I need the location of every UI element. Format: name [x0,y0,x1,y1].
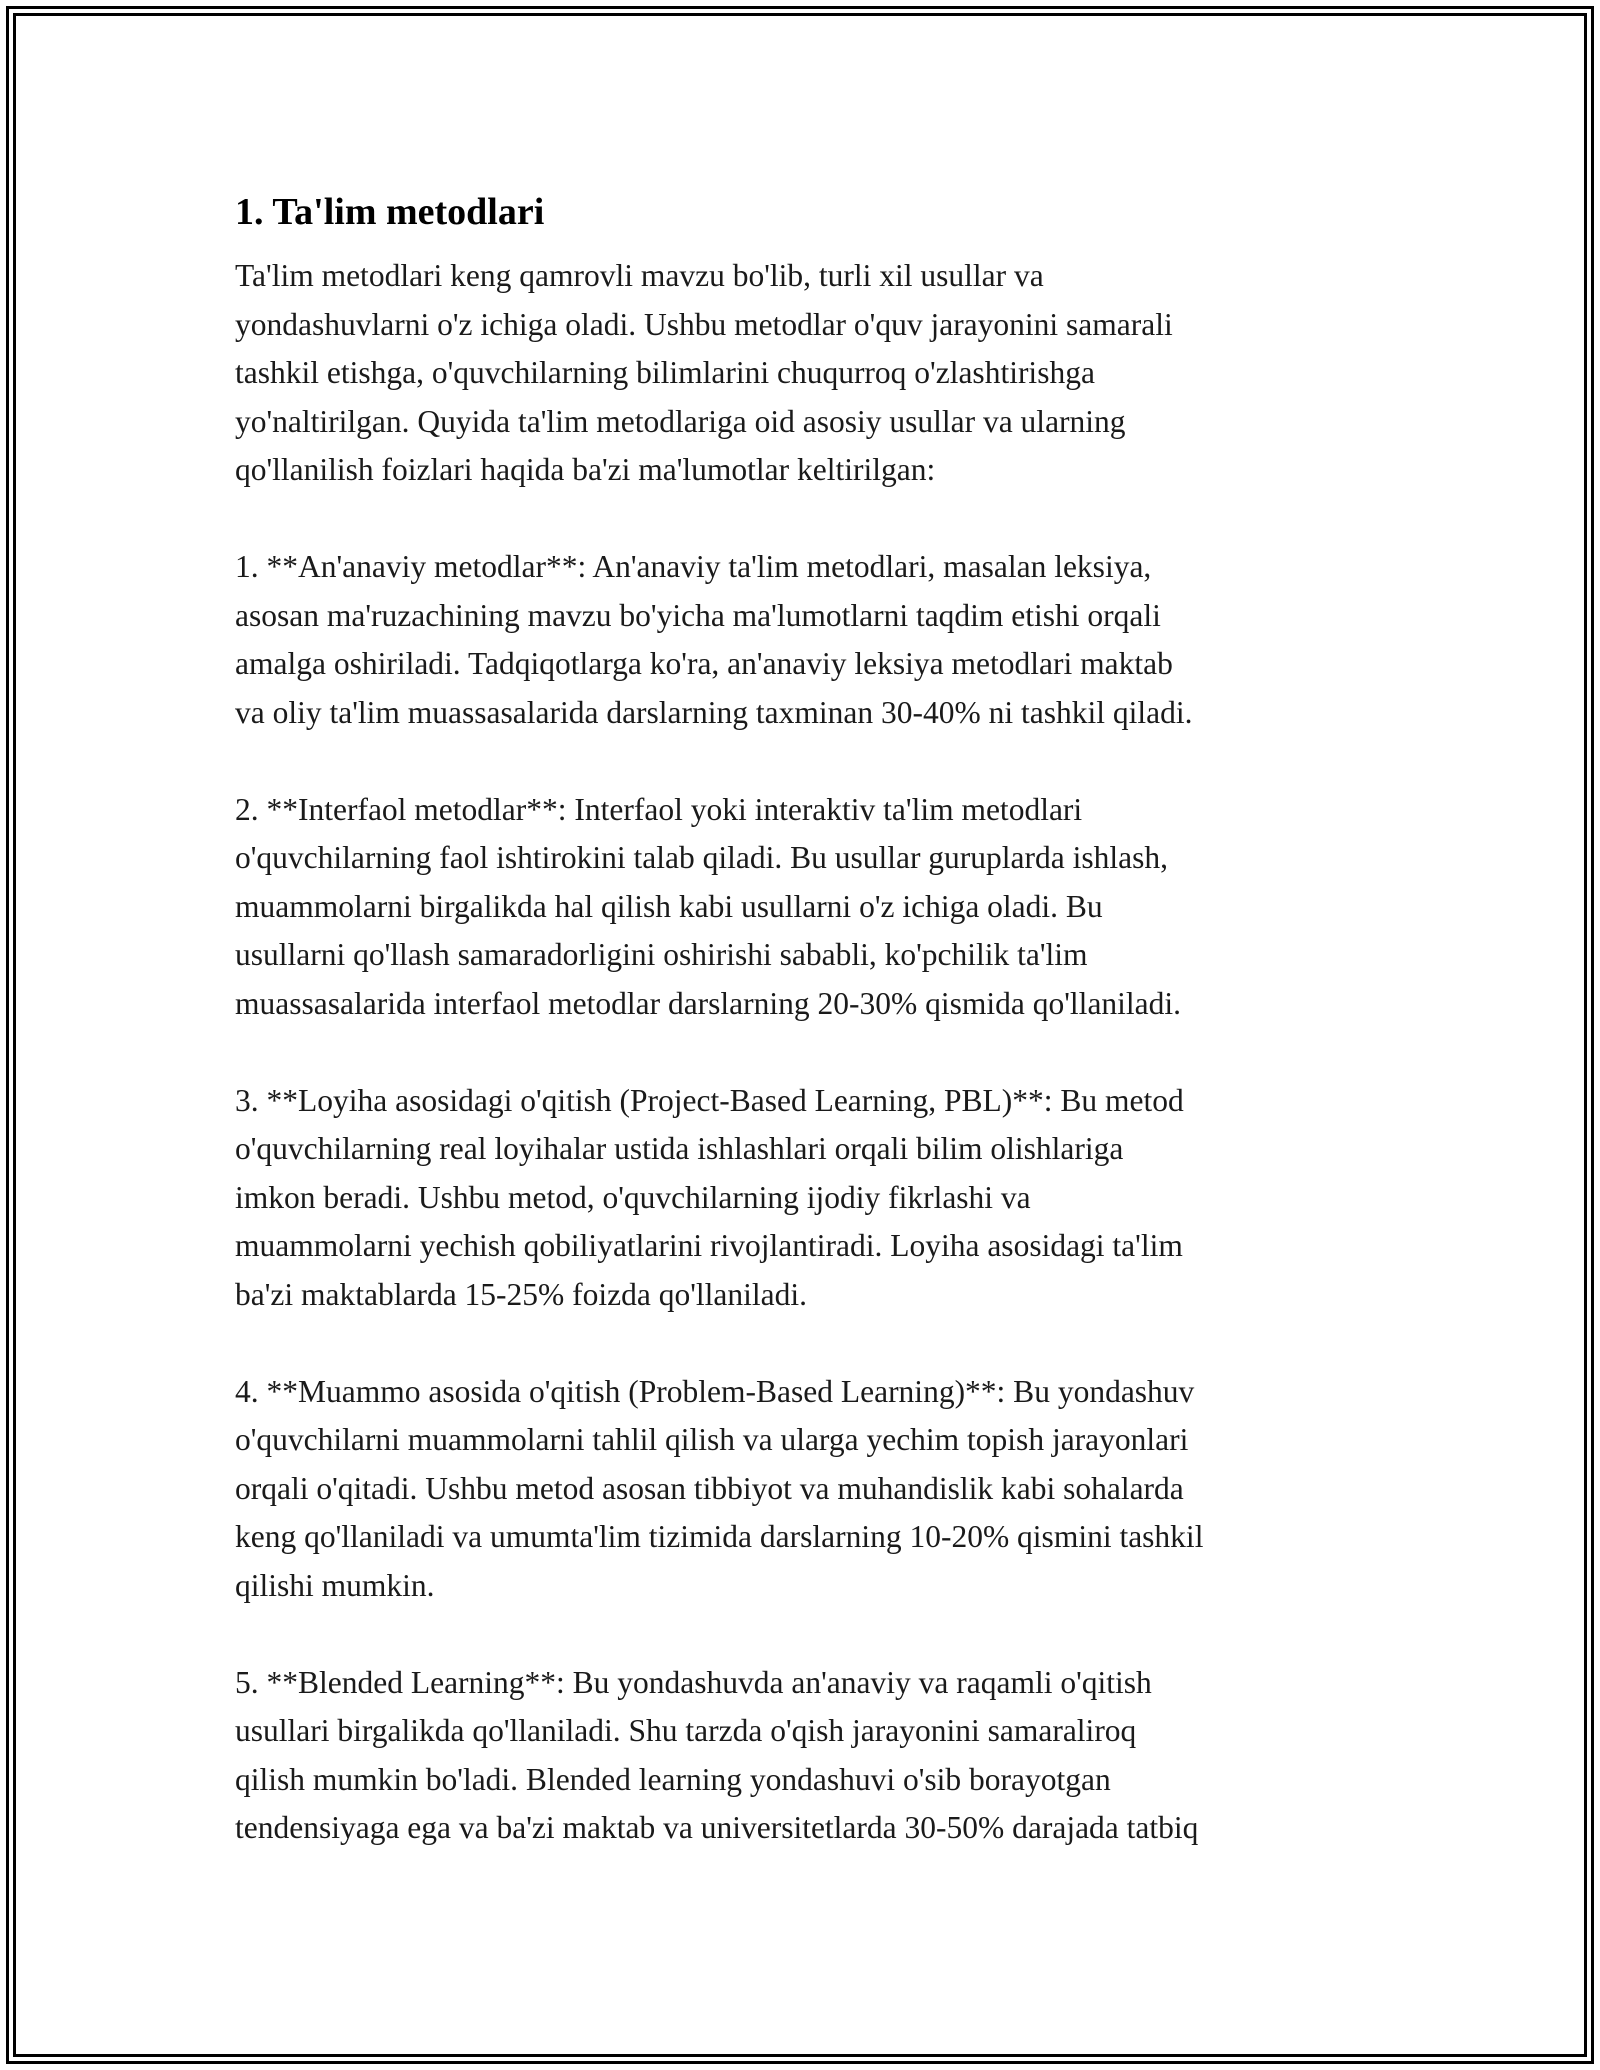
text-line: o'quvchilarning real loyihalar ustida ishlashlari orqali bilim olishlariga [235,1131,1124,1166]
text-line: yo'naltirilgan. Quyida ta'lim metodlariga oid asosiy usullar va ularning [235,403,1126,439]
text-line: muammolarni yechish qobiliyatlarini rivojlantiradi. Loyiha asosidagi ta'lim [235,1228,1183,1263]
document-body [235,186,1375,1901]
text-line: 5. **Blended Learning**: Bu yondashuvda an'anaviy va raqamli o'qitish [235,1664,1152,1700]
text-line: qilishi mumkin. [235,1567,435,1603]
text-line: usullarni qo'llash samaradorligini oshirishi sababli, ko'pchilik ta'lim [235,937,1088,972]
text-line: muassasalarida interfaol metodlar darslarning 20-30% qismida qo'llaniladi. [235,985,1182,1021]
text-line: amalga oshiriladi. Tadqiqotlarga ko'ra, an'anaviy leksiya metodlari maktab [235,646,1173,681]
method-paragraph-blended [235,1659,1375,1853]
method-paragraph-problem-based [235,1368,1375,1611]
text-line: Ta'lim metodlari keng qamrovli mavzu bo'lib, turli xil usullar va [235,258,1044,293]
text-line: 1. **An'anaviy metodlar**: An'anaviy ta'lim metodlari, masalan leksiya, [235,549,1152,584]
method-paragraph-interactive [235,786,1375,1029]
text-line: 3. **Loyiha asosidagi o'qitish (Project-Based Learning, PBL)**: Bu metod [235,1082,1184,1118]
text-line: qilish mumkin bo'ladi. Blended learning yondashuvi o'sib borayotgan [235,1761,1111,1797]
intro-paragraph [235,252,1375,495]
text-line: keng qo'llaniladi va umumta'lim tizimida darslarning 10-20% qismini tashkil [235,1519,1204,1554]
text-line: qo'llanilish foizlari haqida ba'zi ma'lumotlar keltirilgan: [235,452,936,487]
text-line: usullari birgalikda qo'llaniladi. Shu tarzda o'qish jarayonini samaraliroq [235,1713,1137,1748]
text-line: tashkil etishga, o'quvchilarning bilimlarini chuqurroq o'zlashtirishga [235,355,1095,390]
text-line: asosan ma'ruzachining mavzu bo'yicha ma'lumotlarni taqdim etishi orqali [235,597,1161,633]
text-line: muammolarni birgalikda hal qilish kabi usullarni o'z ichiga oladi. Bu [235,888,1103,924]
text-line: va oliy ta'lim muassasalarida darslarning taxminan 30-40% ni tashkil qiladi. [235,694,1193,730]
text-line: ba'zi maktablarda 15-25% foizda qo'llaniladi. [235,1276,808,1312]
section-heading: 1. Ta'lim metodlari [235,191,545,233]
text-line: tendensiyaga ega va ba'zi maktab va universitetlarda 30-50% darajada tatbiq [235,1810,1199,1845]
text-line: 4. **Muammo asosida o'qitish (Problem-Based Learning)**: Bu yondashuv [235,1373,1195,1409]
text-line: o'quvchilarni muammolarni tahlil qilish va ularga yechim topish jarayonlari [235,1422,1189,1457]
method-paragraph-traditional [235,543,1375,737]
text-line: yondashuvlarni o'z ichiga oladi. Ushbu metodlar o'quv jarayonini samarali [235,306,1173,342]
text-line: imkon beradi. Ushbu metod, o'quvchilarning ijodiy fikrlashi va [235,1179,1031,1215]
text-line: 2. **Interfaol metodlar**: Interfaol yoki interaktiv ta'lim metodlari [235,791,1083,827]
text-line: orqali o'qitadi. Ushbu metod asosan tibbiyot va muhandislik kabi sohalarda [235,1470,1184,1506]
method-paragraph-project-based [235,1077,1375,1320]
text-line: o'quvchilarning faol ishtirokini talab qiladi. Bu usullar guruplarda ishlash, [235,840,1169,875]
